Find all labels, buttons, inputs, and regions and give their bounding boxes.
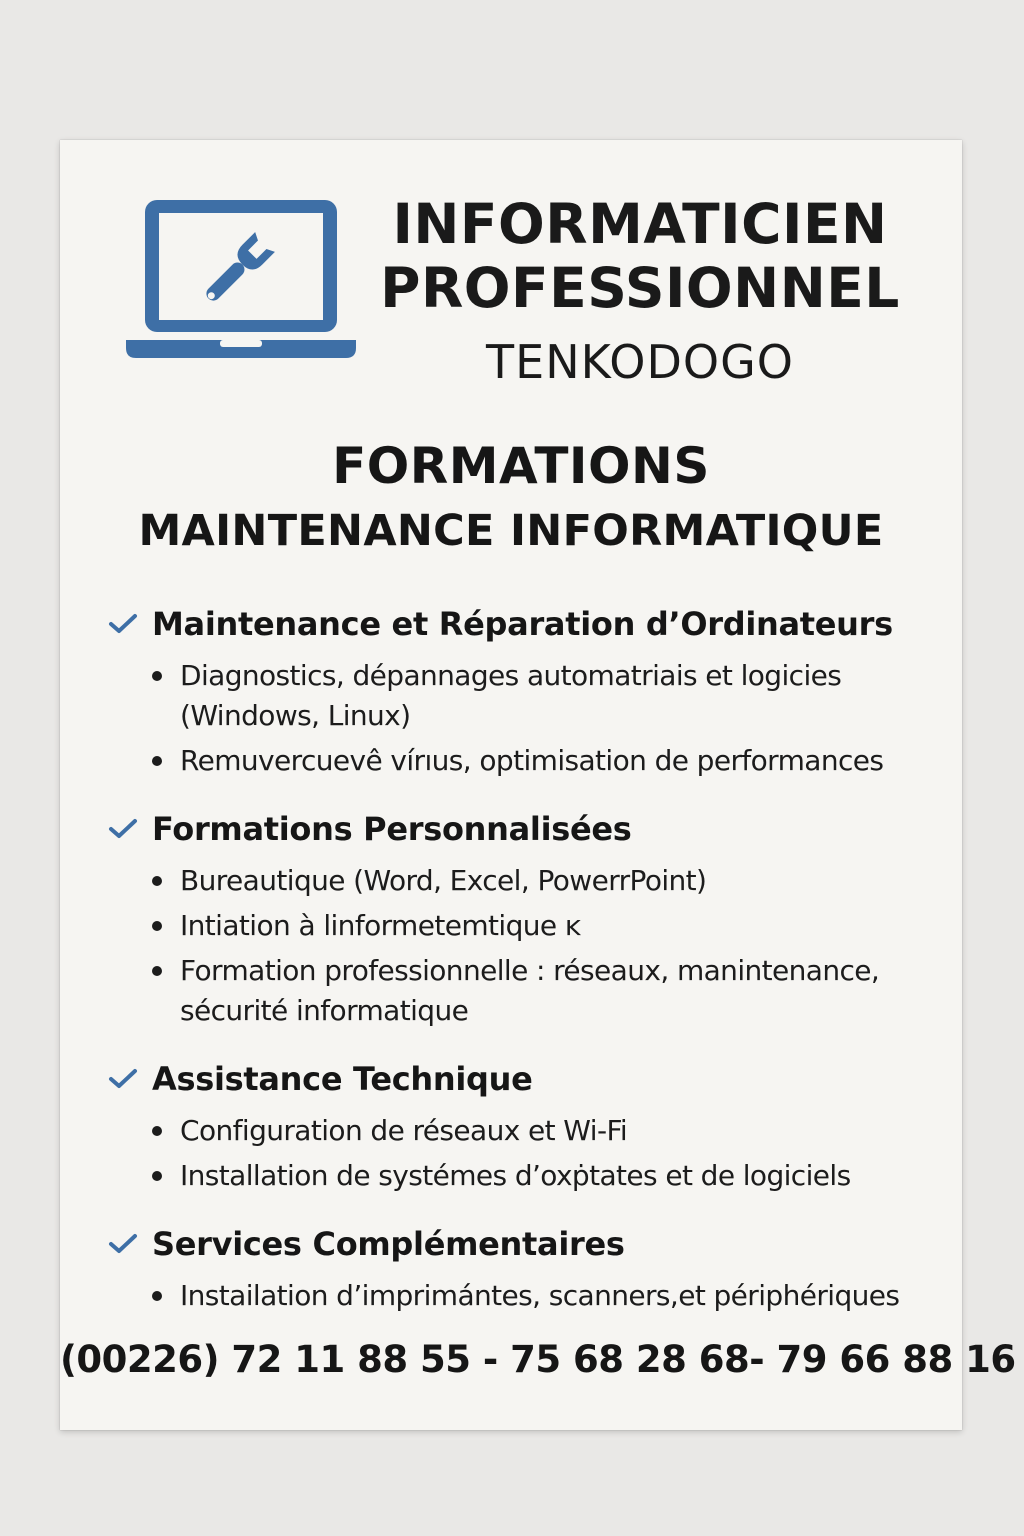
list-item (152, 951, 928, 1031)
list-item (152, 1156, 928, 1196)
brand-block (360, 192, 920, 388)
list-item (152, 741, 928, 781)
section-items (108, 861, 928, 1031)
list-item-text: Instailation d’imprimántes, scanners,et périphériques (180, 1279, 900, 1312)
bullet-icon (152, 876, 162, 886)
section-title-row (108, 602, 928, 646)
section-title: Formations Personnalisées (152, 810, 632, 848)
bullet-icon (152, 756, 162, 766)
bullet-icon (152, 966, 162, 976)
section-title: Maintenance et Réparation d’Ordinateurs (152, 605, 893, 643)
bullet-icon (152, 921, 162, 931)
bullet-icon (152, 1126, 162, 1136)
section-title: Assistance Technique (152, 1060, 533, 1098)
section-items (108, 656, 928, 781)
list-item-text: Configuration de réseaux et Wi-Fi (180, 1114, 628, 1147)
section-title-row (108, 807, 928, 851)
bullet-icon (152, 671, 162, 681)
check-icon (108, 1231, 138, 1257)
brand-city: TENKODOGO (486, 335, 794, 389)
check-icon (108, 1066, 138, 1092)
bullet-icon (152, 1171, 162, 1181)
section-title-row (108, 1222, 928, 1266)
brand-title-line1: INFORMATICIEN (392, 192, 888, 256)
poster (60, 140, 1016, 1430)
section-maintenance (108, 602, 928, 781)
section-title-row (108, 1057, 928, 1101)
list-item-text: Formation professionnelle : réseaux, manintenance, sécurité informatique (180, 954, 880, 1027)
list-item (152, 656, 928, 736)
phone-numbers: (00226) 72 11 88 55 - 75 68 28 68- 79 66 88 16 (60, 1338, 1016, 1381)
headline-maintenance: MAINTENANCE INFORMATIQUE (138, 506, 884, 556)
headline (60, 436, 962, 560)
list-item-text: Bureautique (Word, Excel, PowerrPoint) (180, 864, 707, 897)
check-icon (108, 816, 138, 842)
section-assistance (108, 1057, 928, 1196)
section-formations (108, 807, 928, 1031)
check-icon (108, 611, 138, 637)
section-items (108, 1276, 928, 1316)
brand-title-line2: PROFESSIONNEL (380, 256, 900, 320)
list-item-text: Remuvercuevê vírıus, optimisation de performances (180, 744, 884, 777)
list-item (152, 1111, 928, 1151)
bullet-icon (152, 1291, 162, 1301)
list-item-text: Diagnostics, dépannages automatriais et logicies (Windows, Linux) (180, 659, 842, 732)
list-item (152, 906, 928, 946)
section-items (108, 1111, 928, 1196)
section-services (108, 1222, 928, 1316)
section-title: Services Complémentaires (152, 1225, 625, 1263)
list-item (152, 1276, 928, 1316)
list-item-text: Installation de systémes d’oxṗtates et de logiciels (180, 1159, 851, 1192)
list-item-text: Intiation à linformetemtique ĸ (180, 909, 581, 942)
services-list (108, 602, 928, 1342)
headline-formations: FORMATIONS (332, 437, 710, 495)
list-item (152, 861, 928, 901)
laptop-wrench-icon (126, 198, 356, 360)
